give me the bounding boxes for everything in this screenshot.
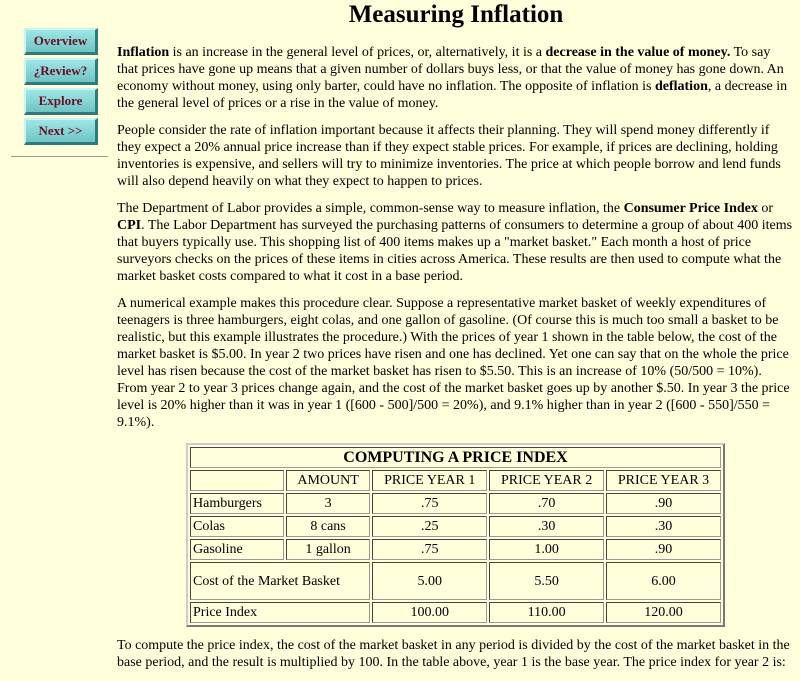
price-cell: .90 bbox=[606, 539, 721, 560]
bold-term: deflation bbox=[654, 79, 708, 94]
text-run: A numerical example makes this procedure clear. Suppose a representative market basket of weekly expenditures of teenagers is three hamburgers, eight colas, and one gallon of gasoline. (Of course this is much too small a basket to be realistic, but this example illustrates the procedure.) With the prices of year 1 shown in the table below, the cost of the market basket is $5.00. In year 2 two prices have risen and one has declined. Yet one can say that on the whole the price level has risen because the cost of the market basket has risen to $5.50. This is an increase of 10% (50/500 = 10%). From year 2 to year 3 prices change again, and the cost of the market basket goes up by another $.50. In year 3 the price level is 20% higher than it was in year 1 ([600 - 500]/500 = 20%), and 9.1% higher than in year 2 ([600 - 550]/550 = 9.1%). bbox=[117, 296, 790, 430]
header-cell: PRICE YEAR 2 bbox=[489, 470, 604, 491]
paragraph-example bbox=[117, 295, 794, 431]
item-cell: Colas bbox=[190, 516, 284, 537]
nav-divider bbox=[11, 156, 108, 157]
text-run: , a decrease in the general level of prices or a rise in the value of money. bbox=[117, 79, 788, 111]
cost-cell: 5.00 bbox=[372, 562, 487, 600]
amount-cell: 3 bbox=[286, 493, 370, 514]
amount-cell: 8 cans bbox=[286, 516, 370, 537]
cost-cell: 5.50 bbox=[489, 562, 604, 600]
paragraph-planning bbox=[117, 122, 794, 190]
table-header-row bbox=[190, 470, 721, 491]
index-cell: 110.00 bbox=[489, 602, 604, 623]
index-cell: 100.00 bbox=[372, 602, 487, 623]
cost-row bbox=[190, 562, 721, 600]
table-row bbox=[190, 516, 721, 537]
paragraph-definition bbox=[117, 44, 794, 112]
price-cell: .30 bbox=[489, 516, 604, 537]
item-cell: Hamburgers bbox=[190, 493, 284, 514]
nav-menu bbox=[24, 28, 98, 148]
text-run: is an increase in the general level of prices, or, alternatively, it is a bbox=[169, 45, 546, 60]
header-cell bbox=[190, 470, 284, 491]
table-row bbox=[190, 493, 721, 514]
index-cell: 120.00 bbox=[606, 602, 721, 623]
text-run: To say that prices have gone up means that a given number of dollars buys less, or that the value of money has gone down. An economy without money, using only barter, could have no inflation. The opposite of inflation is bbox=[117, 45, 784, 94]
cost-label: Cost of the Market Basket bbox=[190, 562, 370, 600]
price-cell: .90 bbox=[606, 493, 721, 514]
header-cell: PRICE YEAR 1 bbox=[372, 470, 487, 491]
amount-cell: 1 gallon bbox=[286, 539, 370, 560]
price-cell: 1.00 bbox=[489, 539, 604, 560]
overview-button[interactable]: Overview bbox=[24, 28, 98, 55]
index-row bbox=[190, 602, 721, 623]
price-cell: .25 bbox=[372, 516, 487, 537]
header-cell: AMOUNT bbox=[286, 470, 370, 491]
text-run: . The Labor Department has surveyed the purchasing patterns of consumers to determine a group of about 400 items that buyers typically use. This shopping list of 400 items makes up a "market basket." Each month a host of price surveyors checks on the prices of these items in cities across America. These results are then used to compute what the market basket costs compared to what it cost in a base period. bbox=[117, 218, 793, 284]
header-cell: PRICE YEAR 3 bbox=[606, 470, 721, 491]
bold-term: Consumer Price Index bbox=[623, 201, 758, 216]
price-cell: .75 bbox=[372, 493, 487, 514]
table-title: COMPUTING A PRICE INDEX bbox=[190, 447, 721, 468]
review-button[interactable]: ¿Review? bbox=[24, 58, 98, 85]
explore-button[interactable]: Explore bbox=[24, 88, 98, 115]
table-row bbox=[190, 539, 721, 560]
cost-cell: 6.00 bbox=[606, 562, 721, 600]
next-button[interactable]: Next >> bbox=[24, 118, 98, 145]
bold-term: CPI bbox=[117, 218, 142, 233]
price-cell: .30 bbox=[606, 516, 721, 537]
price-index-table bbox=[186, 443, 725, 627]
page-title: Measuring Inflation bbox=[348, 1, 564, 28]
article-body bbox=[117, 0, 794, 671]
paragraph-compute: To compute the price index, the cost of the market basket in any period is divided by the cost of the market basket in the base period, and the result is multiplied by 100. In the table above, year 1 is the base year. The price index for year 2 is: bbox=[117, 638, 790, 670]
index-label: Price Index bbox=[190, 602, 370, 623]
text-run: or bbox=[757, 201, 774, 216]
price-cell: .70 bbox=[489, 493, 604, 514]
paragraph-cpi bbox=[117, 200, 794, 285]
text-run: The Department of Labor provides a simple, common-sense way to measure inflation, the bbox=[117, 201, 624, 216]
text-run: People consider the rate of inflation important because it affects their planning. They will spend money differently if they expect a 20% annual price increase than if they expect stable prices. For example, if prices are declining, holding inventories is expensive, and sellers will try to minimize inventories. The price at which people borrow and lend funds will also depend heavily on what they expect to happen to prices. bbox=[117, 123, 781, 189]
bold-term: decrease in the value of money. bbox=[545, 45, 731, 60]
item-cell: Gasoline bbox=[190, 539, 284, 560]
price-cell: .75 bbox=[372, 539, 487, 560]
bold-term: Inflation bbox=[117, 45, 170, 60]
